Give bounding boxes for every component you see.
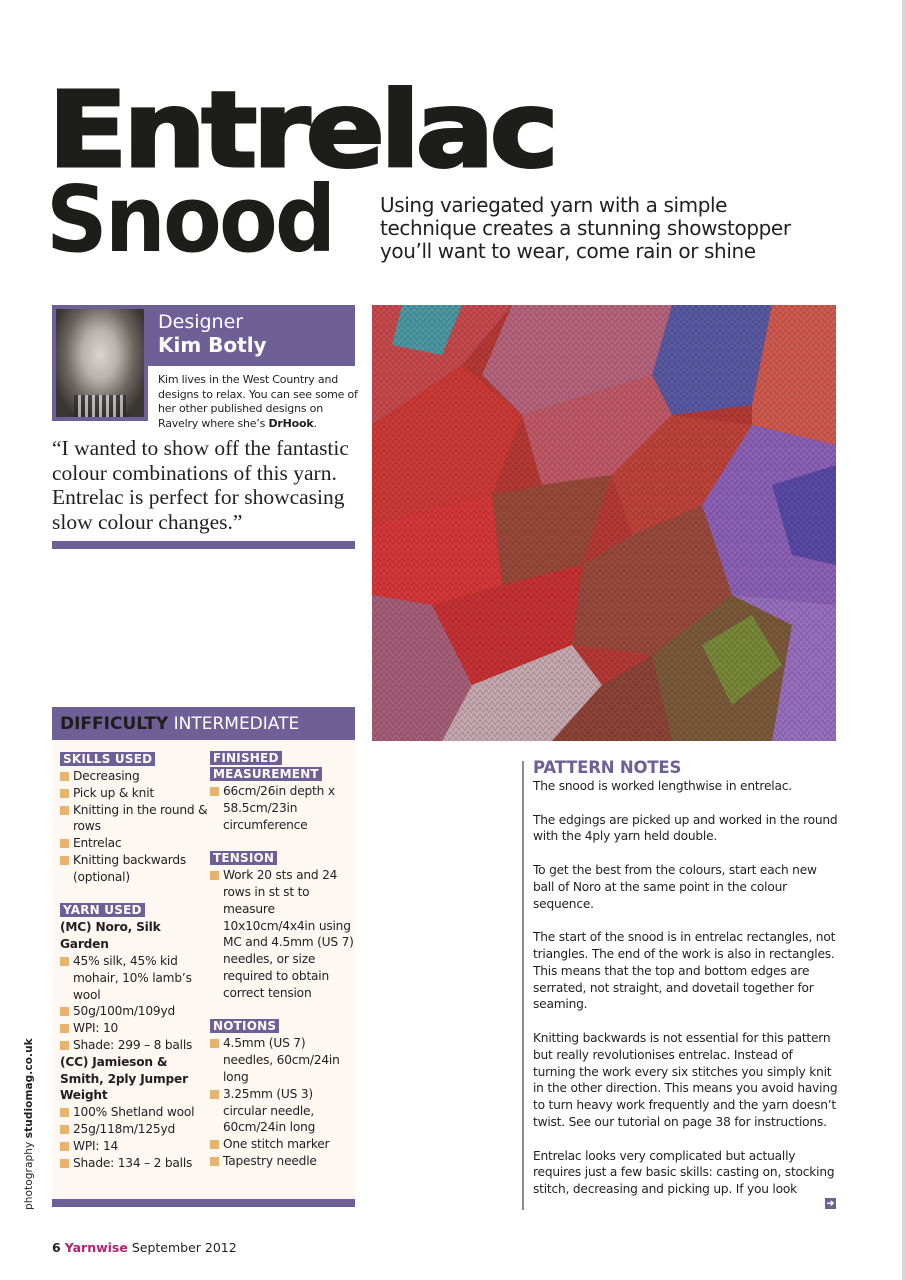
yarn-detail: 25g/118m/125yd [60,1121,208,1138]
standfirst: Using variegated yarn with a simple technique creates a stunning showstopper you’ll want to wear, come rain or shine [380,193,791,263]
yarn-detail: WPI: 14 [60,1138,208,1155]
designer-bio-text: Kim lives in the West Country and designs to relax. You can see some of her other published designs on Ravelry where she’s [158,373,358,430]
main-yarn-name: (MC) Noro, Silk Garden [60,920,161,952]
info-column-left [60,751,208,1171]
tension-item: Work 20 sts and 24 rows in st st to measure 10x10cm/4x4in using MC and 4.5mm (US 7) needles, or size required to obtain correct tension [210,867,355,1001]
skill-item: Knitting in the round & rows [60,802,208,836]
bullet-square-icon [210,871,219,880]
contrast-yarn-name: (CC) Jamieson & Smith, 2ply Jumper Weight [60,1054,188,1103]
bullet-square-icon [60,839,69,848]
yarn-detail: 50g/100m/109yd [60,1003,208,1020]
bullet-square-icon [60,1159,69,1168]
bullet-square-icon [60,856,69,865]
yarn-detail: Shade: 299 – 8 balls [60,1037,208,1054]
pattern-note-paragraph: The start of the snood is in entrelac rectangles, not triangles. The end of the work is also in rectangles. This means that the top and bottom edges are serrated, not straight, and dovetail together for seaming. [533,930,836,1012]
info-box-divider [52,1199,355,1207]
notions-heading: NOTIONS [210,1019,279,1033]
yarn-detail: 100% Shetland wool [60,1104,208,1121]
bullet-square-icon [60,772,69,781]
knitted-entrelac-image [372,305,836,741]
quote-divider [52,541,355,549]
notion-item: 4.5mm (US 7) needles, 60cm/24in long [210,1035,355,1085]
notion-item: 3.25mm (US 3) circular needle, 60cm/24in long [210,1086,355,1136]
notion-item: One stitch marker [210,1136,355,1153]
skill-item: Knitting backwards (optional) [60,852,208,886]
notes-column-rule [522,761,524,1210]
designer-photo [52,305,148,421]
bullet-square-icon [210,1039,219,1048]
bullet-square-icon [210,1157,219,1166]
issue-date: September 2012 [131,1240,237,1255]
designer-bio-end: . [313,416,317,430]
bullet-square-icon [210,787,219,796]
bullet-square-icon [60,1007,69,1016]
difficulty-header [52,707,355,740]
skills-heading: SKILLS USED [60,752,155,766]
bullet-square-icon [60,1108,69,1117]
snood-photo [372,305,836,741]
page-footer [52,1240,237,1255]
pattern-note-paragraph: Entrelac looks very complicated but actually requires just a few basic skills: casting on, stocking stitch, decreasing and picking up. If you look [533,1148,835,1197]
yarn-detail: Shade: 134 – 2 balls [60,1155,208,1172]
difficulty-label: DIFFICULTY [60,714,169,734]
pattern-note-paragraph: The edgings are picked up and worked in the round with the 4ply yarn held double. [533,812,838,844]
bullet-square-icon [60,806,69,815]
page-title-line-1: Entrelac [48,69,555,191]
bullet-square-icon [60,1142,69,1151]
difficulty-value: INTERMEDIATE [173,714,300,734]
yarn-heading: YARN USED [60,903,145,917]
pattern-notes-heading: PATTERN NOTES [533,758,682,777]
designer-bio [158,373,358,431]
skill-item: Entrelac [60,835,208,852]
bullet-square-icon [60,1041,69,1050]
notion-item: Tapestry needle [210,1153,355,1170]
finished-heading: FINISHED MEASUREMENT [210,751,355,781]
bullet-square-icon [60,957,69,966]
pattern-note-paragraph: To get the best from the colours, start each new ball of Noro at the same point in the colour sequence. [533,862,817,911]
tension-heading: TENSION [210,851,277,865]
photo-credit: photography studiomag.co.uk [23,1038,35,1210]
info-column-right [210,751,355,1170]
designer-portrait-image [56,309,144,417]
designer-ravelry-handle: DrHook [268,416,314,430]
photo-credit-source: studiomag.co.uk [23,1038,35,1139]
designer-name: Kim Botly [158,333,267,357]
bullet-square-icon [210,1090,219,1099]
page-number: 6 [52,1240,61,1255]
bullet-square-icon [210,1140,219,1149]
yarn-detail: 45% silk, 45% kid mohair, 10% lamb’s wool [60,953,208,1003]
yarn-detail: WPI: 10 [60,1020,208,1037]
bullet-square-icon [60,1125,69,1134]
designer-quote: “I wanted to show off the fantastic colour combinations of this yarn. Entrelac is perfect for showcasing slow colour changes.” [52,436,349,534]
page-title-line-2: Snood [46,166,334,273]
bullet-square-icon [60,789,69,798]
pattern-note-paragraph: The snood is worked lengthwise in entrelac. [533,779,792,793]
magazine-name: Yarnwise [64,1240,128,1255]
skill-item: Decreasing [60,768,208,785]
bullet-square-icon [60,1024,69,1033]
skill-item: Pick up & knit [60,785,208,802]
designer-header [148,305,355,366]
measurement-item: 66cm/26in depth x 58.5cm/23in circumference [210,783,355,833]
pattern-notes [533,758,838,1215]
pattern-note-paragraph: Knitting backwards is not essential for this pattern but really revolutionises entrelac. Instead of turning the work every six stitches you simply knit in the other direction. This means you avoid having to turn heavy work frequently and the yarn doesn’t twist. See our tutorial on page 38 for instructions. [533,1030,838,1129]
continue-arrow-icon: ➔ [826,1198,835,1208]
designer-label: Designer [158,311,244,333]
